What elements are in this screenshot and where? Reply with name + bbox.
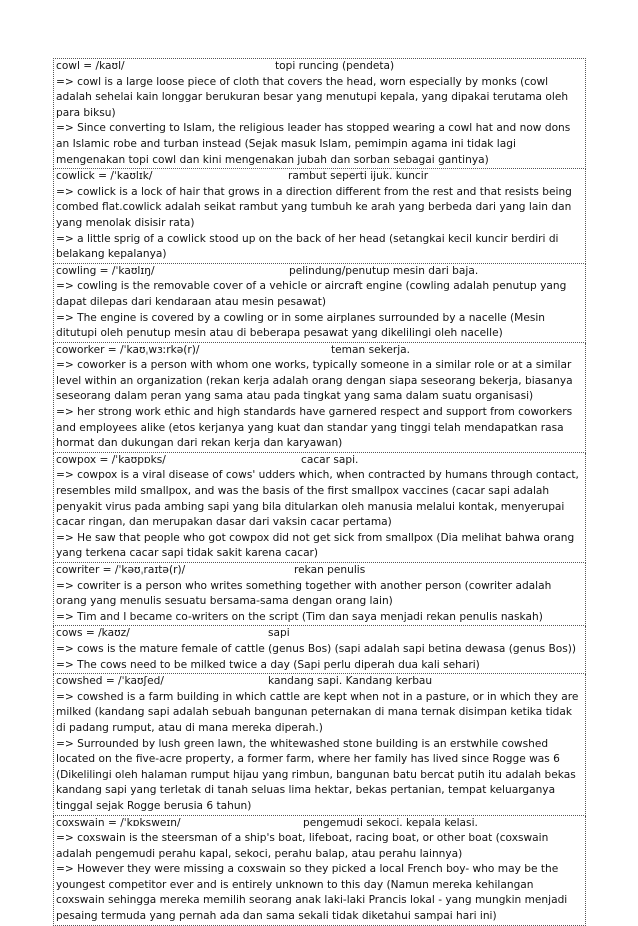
entry-meaning: rambut seperti ijuk. kuncir [288,170,429,183]
entry-headline [56,563,583,579]
dictionary-entry [53,58,586,169]
entry-meaning: sapi [268,627,290,640]
entry-headline [56,343,583,359]
entry-term: coxswain = /ˈkɒksweɪn/ [56,816,181,829]
entry-example-line: => He saw that people who got cowpox did not get sick from smallpox (Dia melihat bahwa orang yang terkena cacar sapi tidak sakit karena cacar) [56,531,575,560]
entry-example-line: => coxswain is the steersman of a ship's boat, lifeboat, racing boat, or other boat (coxswain adalah pengemudi perahu kapal, sekoci, perahu balap, atau perahu lainnya) [56,832,549,860]
entry-meaning: rekan penulis [294,564,366,576]
entry-example-line: => The engine is covered by a cowling or in some airplanes surrounded by a nacelle (Mesin ditutupi oleh penutup mesin atau di beberapa pesawat yang dikelilingi oleh nacelle) [56,311,546,340]
dictionary-entry [53,816,586,926]
entry-example-line: => Tim and I became co-writers on the script (Tim dan saya menjadi rekan penulis naskah) [56,610,543,623]
entry-example-line: => coworker is a person with whom one works, typically someone in a similar role or at a similar level within an organization (rekan kerja adalah orang dengan siapa seseorang bekerja, biasanya seseorang dalam peran yang sama atau pada tingkat yang sama dalam suatu organisasi) [56,359,573,403]
dictionary-entry [53,674,586,815]
entry-term: cowl = /kaʊl/ [56,60,125,72]
entry-headline [56,674,583,690]
entry-term: cowpox = /ˈkaʊpɒks/ [56,453,166,466]
entry-example-line: => cowpox is a viral disease of cows' udders which, when contracted by humans through contact, resembles mild smallpox, and was the basis of the first smallpox vaccines (cacar sapi adalah penyakit virus pada ambing sapi yang bila ditularkan oleh manusia melalui kontak, menyerupai cacar ringan, dan merupakan dasar dari vaksin cacar pertama) [56,469,579,529]
entry-example-line: => cows is the mature female of cattle (genus Bos) (sapi adalah sapi betina dewasa (genus Bos)) [56,642,576,655]
dictionary-entry [53,343,586,453]
entry-meaning: teman sekerja. [331,343,411,356]
entry-term: cowriter = /ˈkəʊˌraɪtə(r)/ [56,564,186,576]
entry-term: cows = /kaʊz/ [56,627,130,640]
dictionary-entry [53,453,586,563]
entry-meaning: cacar sapi. [301,453,359,466]
entry-headline [56,59,583,75]
entry-example-line: => cowriter is a person who writes something together with another person (cowriter adalah orang yang menulis sesuatu bersama-sama dengan orang lain) [56,579,552,608]
dictionary-page [53,58,586,926]
dictionary-entry [53,169,586,264]
entry-headline [56,169,583,185]
entry-example-line: => Surrounded by lush green lawn, the whitewashed stone building is an erstwhile cowshed located on the five-acre property, a former farm, where her family has lived since Rogge was 6 (Dikelilingi oleh halaman rumput hijau yang rimbun, bangunan batu bercat putih itu adalah bekas kandang sapi yang terletak di tanah seluas lima hektar, bekas pertanian, tempat keluarganya tinggal sejak Rogge berusia 6 tahun) [56,737,576,812]
entry-example-line: => cowlick is a lock of hair that grows in a direction different from the rest and that resists being combed flat.cowlick adalah seikat rambut yang tumbuh ke arah yang berbeda dari yang lain dan yang menolak disisir rata) [56,185,572,229]
entry-example-line: => cowl is a large loose piece of cloth that covers the head, worn especially by monks (cowl adalah sehelai kain longgar berukuran besar yang menutupi kepala, yang dipakai terutama oleh para biksu) [56,75,569,119]
entry-headline [56,453,583,469]
dictionary-entry [53,264,586,343]
entry-term: coworker = /ˈkaʊˌwɜːrkə(r)/ [56,343,200,356]
entry-headline [56,264,583,280]
entry-meaning: topi runcing (pendeta) [275,60,395,72]
entry-term: cowlick = /ˈkaʊlɪk/ [56,170,153,183]
entry-example-line: => However they were missing a coxswain so they picked a local French boy- who may be the youngest competitor ever and is entirely unknown to this day (Namun mereka kehilangan coxswain sehingga mereka memilih seorang anak laki-laki Prancis lokal - yang mungkin menjadi pesaing termuda yang pernah ada dan sama sekali tidak diketahui sampai hari ini) [56,863,568,923]
dictionary-entry [53,563,586,626]
entry-headline [56,816,583,832]
entry-term: cowshed = /ˈkaʊʃed/ [56,675,164,688]
entry-term: cowling = /ˈkaʊlɪŋ/ [56,264,155,277]
entry-example-line: => The cows need to be milked twice a day (Sapi perlu diperah dua kali sehari) [56,658,480,671]
entry-example-line: => her strong work ethic and high standards have garnered respect and support from coworkers and employees alike (etos kerjanya yang kuat dan standar yang tinggi telah mendapatkan rasa hormat dan dukungan dari rekan kerja dan karyawan) [56,406,573,450]
entry-meaning: pelindung/penutup mesin dari baja. [289,264,479,277]
entry-example-line: => Since converting to Islam, the religious leader has stopped wearing a cowl hat and now dons an Islamic robe and turban instead (Sejak masuk Islam, pemimpin agama ini tidak lagi mengenakan topi cowl dan kini mengenakan jubah dan sorban sebagai gantinya) [56,122,571,166]
dictionary-entry [53,626,586,674]
entry-meaning: kandang sapi. Kandang kerbau [268,675,433,688]
entry-meaning: pengemudi sekoci. kepala kelasi. [303,816,478,829]
entry-example-line: => a little sprig of a cowlick stood up on the back of her head (setangkai kecil kuncir berdiri di belakang kepalanya) [56,232,559,261]
entry-headline [56,626,583,642]
entry-example-line: => cowling is the removable cover of a vehicle or aircraft engine (cowling adalah penutup yang dapat dilepas dari kendaraan atau mesin pesawat) [56,280,567,308]
entry-example-line: => cowshed is a farm building in which cattle are kept when not in a pasture, or in which they are milked (kandang sapi adalah sebuah bangunan peternakan di mana ternak disimpan ketika tidak di padang rumput, atau di mana mereka diperah.) [56,690,579,734]
